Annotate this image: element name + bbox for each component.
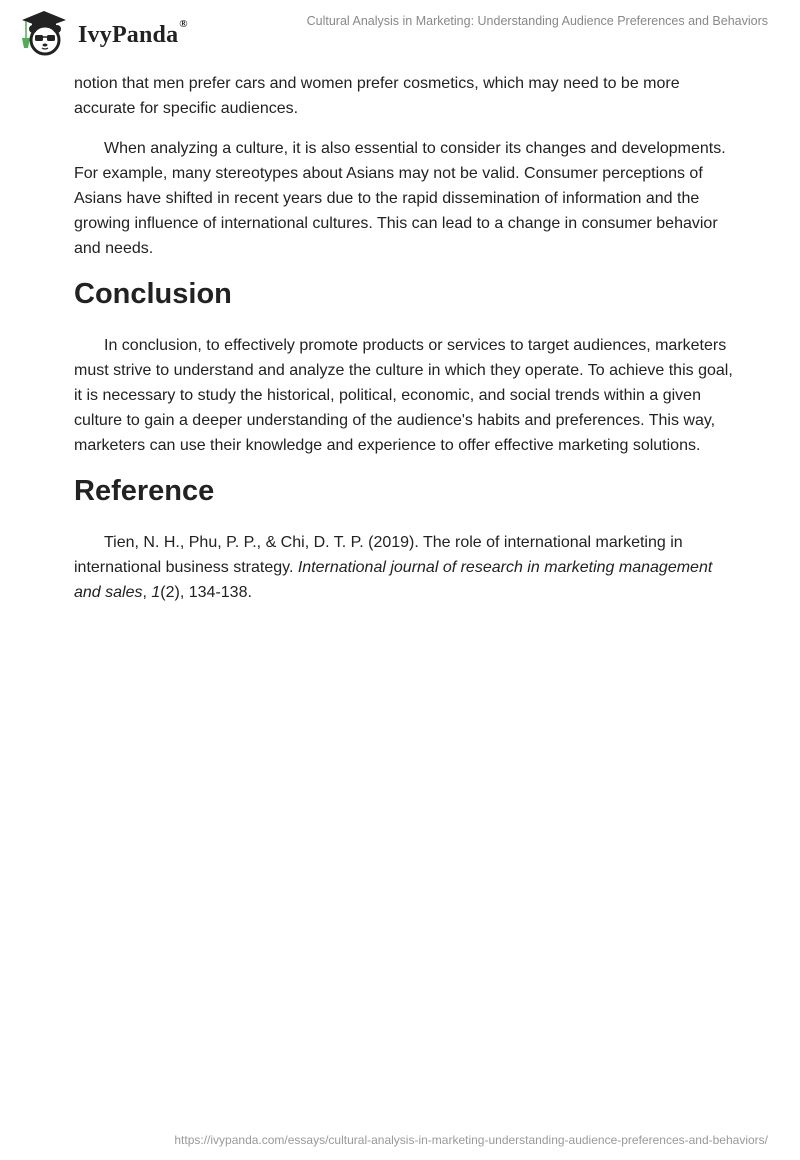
conclusion-heading: Conclusion — [74, 278, 232, 310]
registered-mark: ® — [179, 17, 188, 30]
document-title: Cultural Analysis in Marketing: Understanding Audience Preferences and Behaviors — [306, 14, 768, 28]
reference-issue-pages: (2), 134-138. — [160, 584, 252, 601]
essay-content — [74, 71, 734, 620]
ivypanda-logo[interactable] — [14, 8, 188, 56]
source-url[interactable]: https://ivypanda.com/essays/cultural-analysis-in-marketing-understanding-audience-preferences-and-behaviors/ — [174, 1133, 768, 1147]
logo-text: IvyPanda® — [78, 17, 188, 48]
body-paragraph: notion that men prefer cars and women prefer cosmetics, which may need to be more accurate for specific audiences. — [74, 75, 680, 117]
reference-journal: International journal of research in marketing management and sales — [74, 559, 713, 601]
reference-separator: , — [142, 584, 152, 601]
panda-graduate-icon — [14, 8, 70, 56]
reference-volume: 1 — [151, 584, 161, 601]
page-header — [0, 0, 800, 60]
body-paragraph: When analyzing a culture, it is also essential to consider its changes and developments. For example, many stereotypes about Asians may not be valid. Consumer perceptions of Asians have shifted in recent years due to the rapid dissemination of information and the growing influence of international cultures. This can lead to a change in consumer behavior and needs. — [74, 140, 726, 257]
reference-heading: Reference — [74, 475, 215, 507]
reference-entry — [74, 530, 734, 605]
conclusion-paragraph: In conclusion, to effectively promote products or services to target audiences, marketers must strive to understand and analyze the culture in which they operate. To achieve this goal, it is necessary to study the historical, political, economic, and social trends within a given culture to gain a deeper understanding of the audience's habits and preferences. This way, marketers can use their knowledge and experience to offer effective marketing solutions. — [74, 337, 733, 454]
reference-authors-title: Tien, N. H., Phu, P. P., & Chi, D. T. P. (2019). The role of international marketing in international business strategy. — [74, 534, 683, 576]
